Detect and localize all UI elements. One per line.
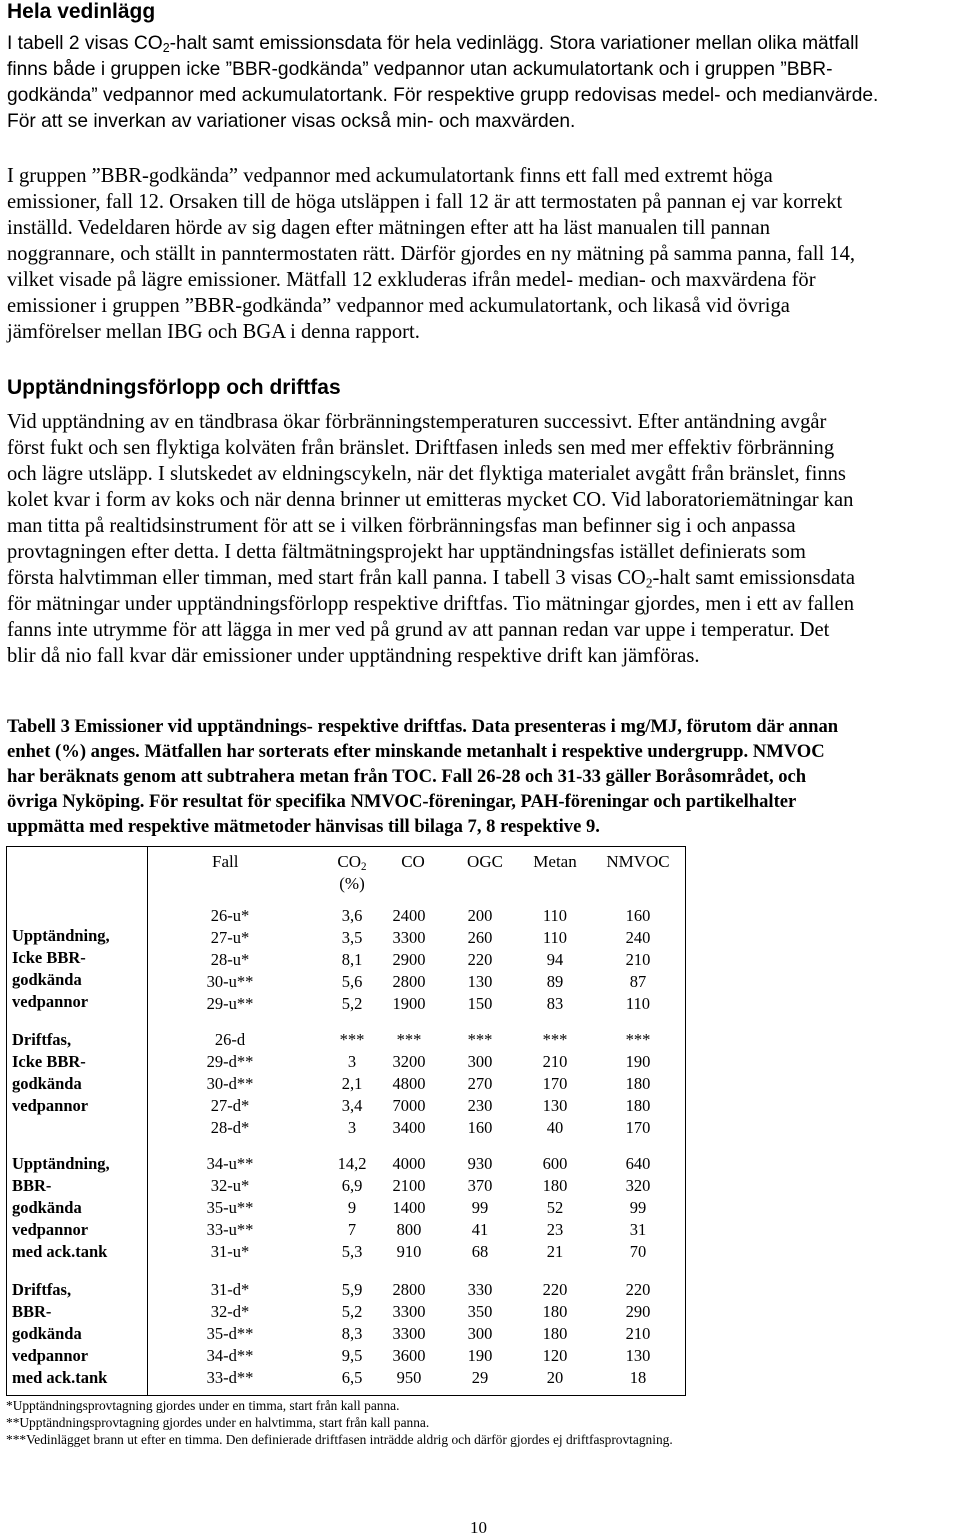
cell-ogc: 200 [467, 906, 493, 925]
cell-ogc: *** [467, 1030, 493, 1049]
header-metan: Metan [533, 852, 577, 871]
cell-metan: 170 [542, 1074, 568, 1093]
group-label-line: vedpannor [12, 1220, 89, 1239]
table-caption [7, 714, 957, 839]
cell-metan: 210 [542, 1052, 568, 1071]
table-footnote: *Upptändningsprovtagning gjordes under en timma, start från kall panna. [6, 1398, 400, 1413]
header-co: CO [401, 852, 425, 871]
group-label-line: vedpannor [12, 992, 89, 1011]
cell-fall: 31-u* [210, 1242, 250, 1261]
cell-co2: *** [339, 1030, 365, 1049]
header-fall: Fall [212, 852, 239, 871]
cell-ogc: 190 [467, 1346, 493, 1365]
subscript: 2 [645, 575, 653, 591]
header-co2: $CO_2$ (%) [337, 852, 367, 893]
group-label-line: godkända [12, 1198, 82, 1217]
text-run: Vid upptändning av en tändbrasa ökar förbränningstemperaturen successivt. Efter antändning avgår [7, 411, 827, 433]
cell-co: 2800 [392, 1280, 426, 1299]
text-line: noggrannare, och ställt in panntermostaten rätt. Därför gjordes en ny mätning på samma panna, fall 14, [7, 243, 856, 265]
cell-metan: 20 [546, 1368, 564, 1387]
group-label-line: Icke BBR- [12, 948, 86, 967]
cell-fall: 33-d** [206, 1368, 254, 1387]
text-line [7, 409, 957, 435]
cell-metan: 180 [542, 1302, 568, 1321]
cell-co: 1900 [392, 994, 426, 1013]
cell-metan: 220 [542, 1280, 568, 1299]
group-label [12, 1029, 88, 1117]
text-run: -halt samt emissionsdata [652, 567, 855, 589]
text-line [7, 57, 957, 83]
cell-metan: 40 [546, 1118, 564, 1137]
cell-nmvoc: 130 [625, 1346, 651, 1365]
cell-co2: 5,9 [341, 1280, 363, 1299]
cell-co: 950 [396, 1368, 422, 1387]
cell-co: 2400 [392, 906, 426, 925]
text-line [7, 109, 957, 135]
cell-nmvoc: 180 [625, 1074, 651, 1093]
cell-fall: 26-d [214, 1030, 246, 1049]
text-line: enhet (%) anges. Mätfallen har sorterats efter minskande metanhalt i respektive undergrupp. NMVOC [7, 741, 825, 762]
text-line [7, 539, 957, 565]
cell-co: 3300 [392, 928, 426, 947]
cell-co2: 9,5 [341, 1346, 363, 1365]
cell-co: 2800 [392, 972, 426, 991]
group-label-line: godkända [12, 970, 82, 989]
cell-ogc: 330 [467, 1280, 493, 1299]
cell-co2: 9 [347, 1198, 357, 1217]
text-run: blir då nio fall kvar där emissioner under upptändning respektive drift kan jämföras. [7, 645, 700, 667]
text-line: inställd. Vedeldaren hörde av sig dagen efter mätningen efter att ha läst manualen till pannan [7, 217, 771, 239]
cell-metan: 110 [542, 928, 568, 947]
cell-ogc: 930 [467, 1154, 493, 1173]
text-line [7, 435, 957, 461]
group-label [12, 925, 110, 1013]
cell-fall: 28-u* [210, 950, 250, 969]
cell-fall: 35-u** [206, 1198, 254, 1217]
cell-metan: 130 [542, 1096, 568, 1115]
cell-ogc: 220 [467, 950, 493, 969]
table-column-divider [147, 847, 148, 1395]
text-line [7, 83, 957, 109]
group-label-line: Upptändning, [12, 1154, 110, 1173]
cell-co2: 8,1 [341, 950, 363, 969]
cell-co2: 3 [347, 1118, 357, 1137]
cell-co2: 3 [347, 1052, 357, 1071]
header-ogc: OGC [467, 852, 503, 871]
cell-ogc: 160 [467, 1118, 493, 1137]
text-run: första halvtimman eller timman, med start från kall panna. I tabell 3 visas CO [7, 567, 646, 589]
cell-ogc: 300 [467, 1052, 493, 1071]
group-label-line: Driftfas, [12, 1280, 72, 1299]
cell-co: 2100 [392, 1176, 426, 1195]
cell-fall: 31-d* [210, 1280, 250, 1299]
cell-metan: 21 [546, 1242, 564, 1261]
cell-nmvoc: 640 [625, 1154, 651, 1173]
cell-fall: 34-d** [206, 1346, 254, 1365]
text-run: För att se inverkan av variationer visas också min- och maxvärden. [7, 111, 576, 132]
group-label-line: BBR- [12, 1176, 52, 1195]
cell-co2: 8,3 [341, 1324, 363, 1343]
cell-ogc: 150 [467, 994, 493, 1013]
text-line [7, 617, 957, 643]
cell-metan: 600 [542, 1154, 568, 1173]
text-line [7, 31, 957, 57]
cell-metan: 120 [542, 1346, 568, 1365]
cell-fall: 27-d* [210, 1096, 250, 1115]
cell-metan: 23 [546, 1220, 564, 1239]
table-footnote: ***Vedinlägget brann ut efter en timma. Den definierade driftfasen inträdde aldrig och därför gjordes ej driftfasprovtagning. [6, 1432, 673, 1447]
text-line [7, 643, 957, 669]
cell-nmvoc: 99 [629, 1198, 647, 1217]
text-run: man titta på realtidsinstrument för att se i vilken förbränningsfas man befinner sig i och anpassa [7, 515, 796, 537]
text-line: emissioner i gruppen ”BBR-godkända” vedpannor med ackumulatortank, och likaså vid övriga [7, 295, 790, 317]
text-run: godkända” vedpannor med ackumulatortank. För respektive grupp redovisas medel- och medianvärde. [7, 85, 879, 106]
text-line [7, 565, 957, 591]
text-line [7, 591, 957, 617]
cell-co: 3300 [392, 1302, 426, 1321]
text-line: emissioner, fall 12. Orsaken till de höga utsläppen i fall 12 är att termostaten på pannan ej var korrekt [7, 191, 843, 213]
cell-nmvoc: 170 [625, 1118, 651, 1137]
cell-co2: 3,6 [341, 906, 363, 925]
cell-metan: 89 [546, 972, 564, 991]
cell-nmvoc: 70 [629, 1242, 647, 1261]
cell-fall: 32-u* [210, 1176, 250, 1195]
text-run: -halt samt emissionsdata för hela vedinlägg. Stora variationer mellan olika mätfall [169, 33, 859, 54]
cell-co2: 3,5 [341, 928, 363, 947]
cell-ogc: 270 [467, 1074, 493, 1093]
cell-ogc: 300 [467, 1324, 493, 1343]
text-run: kolet kvar i form av koks och när denna brinner ut emitteras mycket CO. Vid laboratoriemätningar kan [7, 489, 854, 511]
cell-fall: 27-u* [210, 928, 250, 947]
cell-fall: 30-u** [206, 972, 254, 991]
cell-co2: 5,2 [341, 994, 363, 1013]
text-line: Tabell 3 Emissioner vid upptändnings- respektive driftfas. Data presenteras i mg/MJ, förutom där annan [7, 716, 839, 737]
subscript: 2 [162, 41, 170, 56]
page-number: 10 [470, 1518, 487, 1537]
group-label-line: Driftfas, [12, 1030, 72, 1049]
cell-nmvoc: 87 [629, 972, 647, 991]
cell-co: 2900 [392, 950, 426, 969]
cell-fall: 35-d** [206, 1324, 254, 1343]
cell-metan: 110 [542, 906, 568, 925]
cell-fall: 33-u** [206, 1220, 254, 1239]
cell-metan: 83 [546, 994, 564, 1013]
section-heading-upptandning: Upptändningsförlopp och driftfas [7, 376, 341, 399]
cell-nmvoc: 290 [625, 1302, 651, 1321]
cell-co: 7000 [392, 1096, 426, 1115]
cell-nmvoc: 18 [629, 1368, 647, 1387]
group-label-line: godkända [12, 1074, 82, 1093]
cell-co2: 5,2 [341, 1302, 363, 1321]
cell-co: *** [396, 1030, 422, 1049]
cell-ogc: 350 [467, 1302, 493, 1321]
paragraph-hela-vedinlagg-2 [7, 163, 957, 345]
text-line [7, 487, 957, 513]
cell-metan: 52 [546, 1198, 564, 1217]
cell-nmvoc: 210 [625, 1324, 651, 1343]
cell-co: 3200 [392, 1052, 426, 1071]
cell-co2: 5,3 [341, 1242, 363, 1261]
cell-fall: 29-u** [206, 994, 254, 1013]
text-run: och lägre utsläpp. I slutskedet av eldningscykeln, när det flyktiga materialet avgått från bränslet, finns [7, 463, 846, 485]
cell-metan: 180 [542, 1324, 568, 1343]
cell-co2: 6,5 [341, 1368, 363, 1387]
text-line [7, 461, 957, 487]
cell-fall: 30-d** [206, 1074, 254, 1093]
cell-fall: 28-d* [210, 1118, 250, 1137]
paragraph-hela-vedinlagg-1 [7, 31, 957, 135]
cell-co: 910 [396, 1242, 422, 1261]
cell-fall: 29-d** [206, 1052, 254, 1071]
text-line: har beräknats genom att subtrahera metan från TOC. Fall 26-28 och 31-33 gäller Boråsområdet, och [7, 766, 807, 787]
cell-co: 4800 [392, 1074, 426, 1093]
cell-co2: 14,2 [337, 1154, 367, 1173]
cell-nmvoc: 320 [625, 1176, 651, 1195]
group-label-line: Upptändning, [12, 926, 110, 945]
text-run: för mätningar under upptändningsförlopp respektive driftfas. Tio mätningar gjordes, men i ett av fallen [7, 593, 855, 615]
cell-co: 800 [396, 1220, 422, 1239]
cell-co2: 5,6 [341, 972, 363, 991]
cell-co: 1400 [392, 1198, 426, 1217]
text-line: uppmätta med respektive mätmetoder hänvisas till bilaga 7, 8 respektive 9. [7, 816, 600, 837]
cell-metan: 94 [546, 950, 564, 969]
group-label [12, 1153, 110, 1263]
cell-nmvoc: 110 [625, 994, 651, 1013]
cell-ogc: 370 [467, 1176, 493, 1195]
cell-nmvoc: 180 [625, 1096, 651, 1115]
cell-ogc: 260 [467, 928, 493, 947]
text-line: vilket visade på lägre emissioner. Mätfall 12 exkluderas ifrån medel- median- och maxvärdena för [7, 269, 816, 291]
cell-fall: 26-u* [210, 906, 250, 925]
group-label-line: vedpannor [12, 1096, 89, 1115]
cell-ogc: 99 [471, 1198, 489, 1217]
text-run: finns både i gruppen icke ”BBR-godkända” vedpannor utan ackumulatortank och i gruppen ”BBR- [7, 59, 833, 80]
cell-co2: 7 [347, 1220, 357, 1239]
text-line: I gruppen ”BBR-godkända” vedpannor med ackumulatortank finns ett fall med extremt höga [7, 165, 773, 187]
section-heading-hela-vedinlagg: Hela vedinlägg [7, 0, 156, 23]
cell-nmvoc: 210 [625, 950, 651, 969]
cell-nmvoc: 31 [629, 1220, 647, 1239]
cell-ogc: 230 [467, 1096, 493, 1115]
group-label-line: godkända [12, 1324, 82, 1343]
cell-fall: 32-d* [210, 1302, 250, 1321]
group-label-line: BBR- [12, 1302, 52, 1321]
cell-co: 3300 [392, 1324, 426, 1343]
cell-nmvoc: 220 [625, 1280, 651, 1299]
text-run: I tabell 2 visas CO [7, 33, 163, 54]
cell-ogc: 130 [467, 972, 493, 991]
paragraph-upptandning [7, 409, 957, 669]
table-footnote: **Upptändningsprovtagning gjordes under en halvtimma, start från kall panna. [6, 1415, 430, 1430]
cell-ogc: 29 [471, 1368, 489, 1387]
text-run: först fukt och sen flyktiga kolväten från bränslet. Driftfasen inleds sen med mer effektiv förbränning [7, 437, 835, 459]
text-line [7, 513, 957, 539]
emissions-table [6, 846, 686, 1396]
cell-ogc: 68 [471, 1242, 489, 1261]
cell-co: 3400 [392, 1118, 426, 1137]
text-line: övriga Nyköping. För resultat för specifika NMVOC-föreningar, PAH-föreningar och partikelhalter [7, 791, 797, 812]
cell-nmvoc: 190 [625, 1052, 651, 1071]
cell-nmvoc: 240 [625, 928, 651, 947]
cell-co2: 2,1 [341, 1074, 363, 1093]
group-label-line: med ack.tank [12, 1242, 108, 1261]
header-nmvoc: NMVOC [606, 852, 670, 871]
cell-co2: 6,9 [341, 1176, 363, 1195]
text-run: fanns inte utrymme för att lägga in mer ved på grund av att pannan redan var uppe i temperatur. Det [7, 619, 830, 641]
cell-nmvoc: *** [625, 1030, 651, 1049]
group-label-line: vedpannor [12, 1346, 89, 1365]
cell-metan: 180 [542, 1176, 568, 1195]
group-label-line: Icke BBR- [12, 1052, 86, 1071]
cell-co: 3600 [392, 1346, 426, 1365]
cell-nmvoc: 160 [625, 906, 651, 925]
cell-co2: 3,4 [341, 1096, 363, 1115]
cell-co: 4000 [392, 1154, 426, 1173]
group-label-line: med ack.tank [12, 1368, 108, 1387]
text-run: provtagningen efter detta. I detta fältmätningsprojekt har upptändningsfas istället definierats som [7, 541, 806, 563]
group-label [12, 1279, 107, 1389]
cell-fall: 34-u** [206, 1154, 254, 1173]
text-line: jämförelser mellan IBG och BGA i denna rapport. [7, 321, 420, 343]
cell-ogc: 41 [471, 1220, 489, 1239]
cell-metan: *** [542, 1030, 568, 1049]
